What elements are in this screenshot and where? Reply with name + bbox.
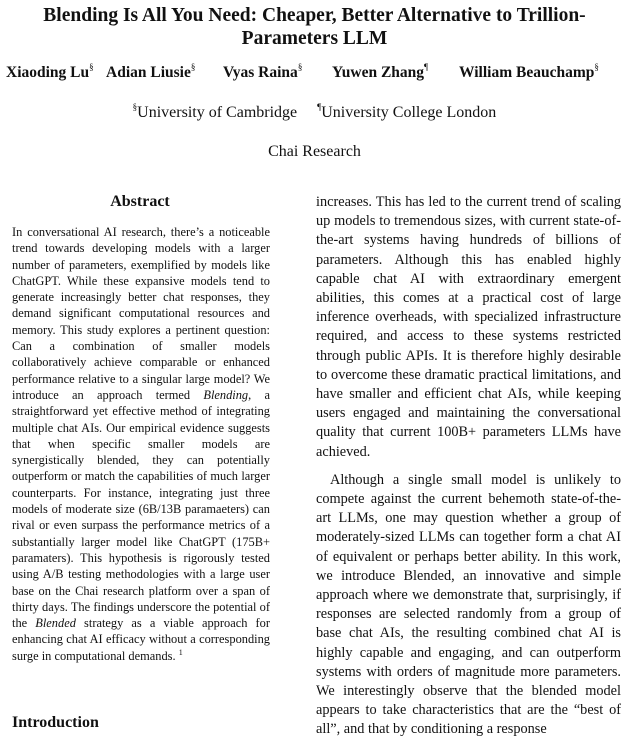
organization: Chai Research [268, 143, 361, 160]
author-5: William Beauchamp§ [459, 62, 599, 81]
abstract-body: In conversational AI research, there’s a noticeable trend towards developing models with a larger number of parameters, exemplified by models like ChatGPT. While these expansive models tend to generate increasingly better chat responses, they demand significant computational resources and memory. This study explores a pertinent question: Can a combination of smaller models collaboratively achieve comparable or enhanced performance relative to a singular large model? We introduce an approach termed Blending, a straightforward yet effective method of integrating multiple chat AIs. Our empirical evidence suggests that when specific smaller models are synergistically blended, they can potentially outperform or match the capabilities of much larger counterparts. For instance, integrating just three models of moderate size (6B/13B paramaeters) can rival or even surpass the performance metrics of a substantially larger model like ChatGPT (175B+ paramaters). This hypothesis is rigorously tested using A/B testing methodologies with a large user base on the Chai research platform over a span of thirty days. The findings underscore the potential of the Blended strategy as a viable approach for enhancing chat AI efficacy without a corresponding surge in computational demands. $^1$ [12, 225, 270, 663]
paper-title: Blending Is All You Need: Cheaper, Better Alternative to Trillion-Parameters LLM [43, 5, 586, 49]
affiliation-1: §University of Cambridge [132, 102, 298, 121]
affiliation-2: ¶University College London [317, 102, 497, 121]
right-column [316, 193, 621, 749]
author-2: Adian Liusie§ [106, 62, 196, 81]
blended-term: Blended [35, 616, 76, 631]
paragraph: increases. This has led to the current trend of scaling up models to tremendous sizes, with current state-of-the-art systems having hundreds of billions of parameters. Although this has enabled highly capable chat AI with extraordinary emergent abilities, this comes at a practical cost of large inference overheads, with specialized infrastructure required, and access to these systems restricted through public APIs. It is therefore highly desirable to overcome these dramatic practical limitations, and have smaller and efficient chat AIs, while keeping users engaged and maintaining the conversational quality that current 100B+ parameters LLMs have achieved. [316, 194, 621, 460]
footnote-ref[interactable]: 1 [178, 647, 183, 657]
blending-term: Blending [203, 387, 249, 402]
introduction-heading: Introduction [12, 714, 99, 731]
abstract-heading: Abstract [110, 193, 170, 210]
author-3: Vyas Raina§ [223, 62, 303, 81]
paragraph: Although a single small model is unlikely to compete against the current behemoth state-of-the-art LLMs, one may question whether a group of moderately-sized LLMs can together form a chat AI of equivalent or perhaps better ability. In this work, we introduce Blended, an innovative and simple approach where we demonstrate that, surprisingly, if responses are selected randomly from a group of base chat AIs, the resulting combined chat AI is highly capable and engaging, and can outperform systems with orders of magnitude more parameters. We interestingly observe that the blended model appears to take characteristics that are the “best of all”, and that by conditioning a response [316, 471, 621, 738]
affiliations [0, 104, 629, 122]
author-1: Xiaoding Lu§ [6, 62, 94, 81]
author-4: Yuwen Zhang¶ [332, 62, 429, 81]
